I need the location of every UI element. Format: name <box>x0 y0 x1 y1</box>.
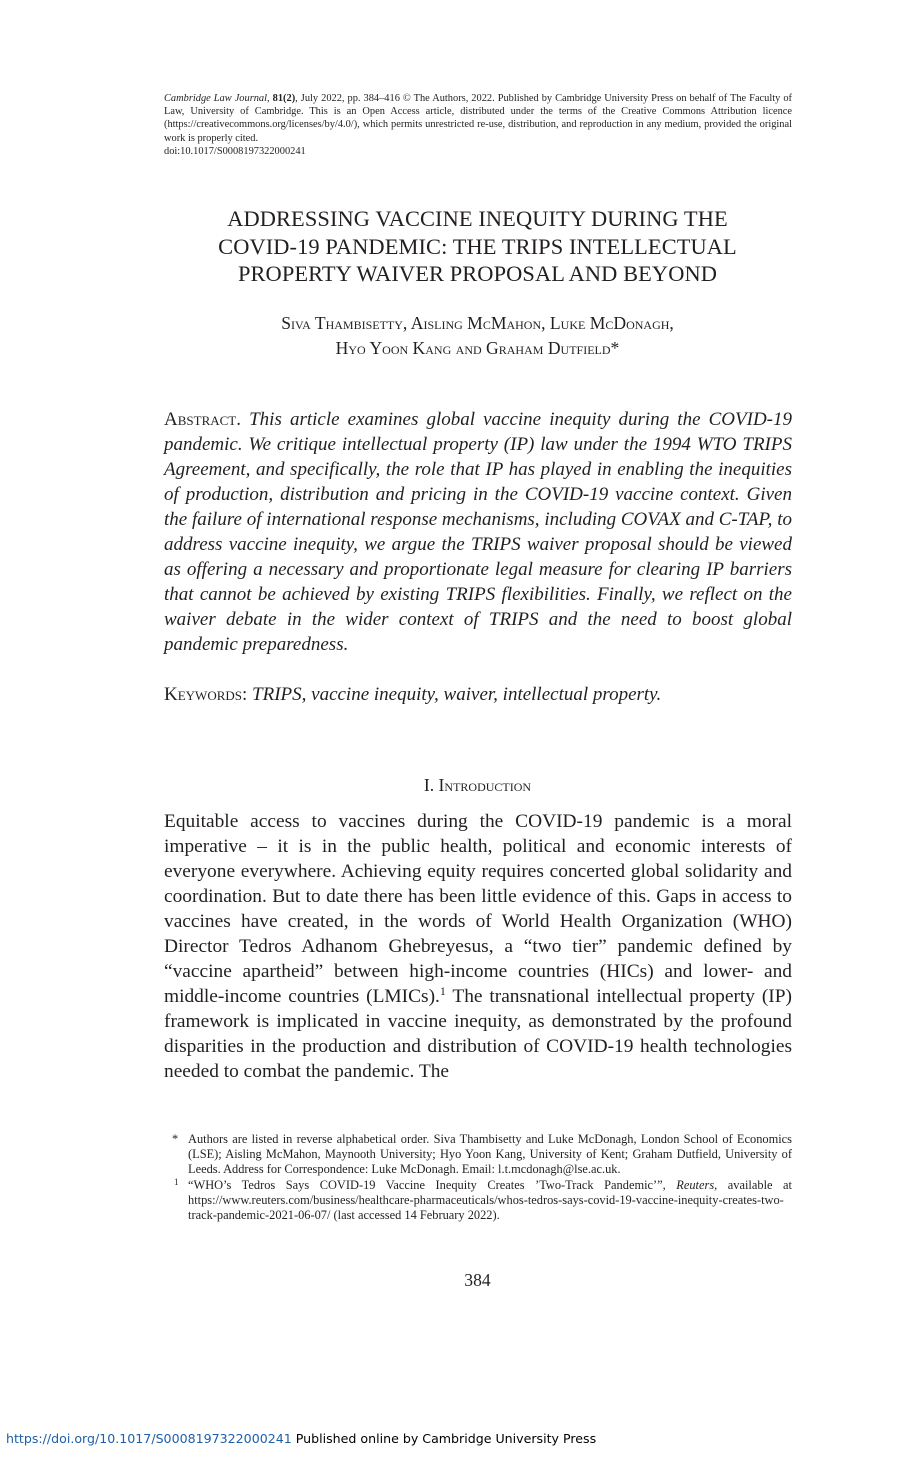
body-text: Equitable access to vaccines during the COVID-19 pandemic is a moral imperative – it is in the public health, political and economic interests of everyone everywhere. Achieving equity requires concerted global solidarity and coordination. But to date there has been little evidence of this. Gaps in access to vaccines have created, in the words of World Health Organization (WHO) Director Tedros Adhanom Ghebreyesus, a “two tier” pandemic defined by “vaccine apartheid” between high-income countries (HICs) and lower- and middle-income countries (LMICs). <box>164 811 792 1007</box>
article-title <box>150 205 805 288</box>
author-line: Siva Thambisetty, Aisling McMahon, Luke McDonagh, <box>281 313 674 333</box>
journal-name: Cambridge Law Journal <box>164 93 268 104</box>
abstract-label: Abstract. <box>164 409 241 430</box>
abstract-text: This article examines global vaccine inequity during the COVID-19 pandemic. We critique intellectual property (IP) law under the 1994 WTO TRIPS Agreement, and specifically, the role that IP has played in enabling the inequities of production, distribution and pricing in the COVID-19 vaccine context. Given the failure of international response mechanisms, including COVAX and C-TAP, to address vaccine inequity, we argue the TRIPS waiver proposal should be viewed as offering a necessary and proportionate legal measure for clearing IP barriers that cannot be achieved by existing TRIPS flexibilities. Finally, we reflect on the waiver debate in the wider context of TRIPS and the need to boost global pandemic preparedness. <box>164 409 793 655</box>
footnote-1 <box>164 1178 792 1224</box>
body-text: The transnational intellectual property (IP) framework is implicated in vaccine inequity, as demonstrated by the profound disparities in the production and distribution of COVID-19 health technologies needed to combat the pandemic. The <box>164 986 792 1082</box>
footnote-reference[interactable]: 1 <box>439 984 446 998</box>
footnote-mark: 1 <box>174 1176 179 1187</box>
article-doi: doi:10.1017/S0008197322000241 <box>164 145 306 157</box>
doi-link[interactable]: https://doi.org/10.1017/S0008197322000241 <box>6 1431 292 1446</box>
download-footer <box>6 1431 596 1446</box>
title-line: ADDRESSING VACCINE INEQUITY DURING THE <box>227 206 728 231</box>
page-number: 384 <box>464 1270 491 1290</box>
journal-volume: 81(2) <box>272 93 296 104</box>
footer-publisher-text: Published online by Cambridge University Press <box>291 1431 597 1446</box>
body-paragraph <box>164 809 792 1084</box>
footnotes <box>164 1132 792 1223</box>
author-list <box>150 311 805 361</box>
publication-details: , July 2022, pp. 384–416 © The Authors, 2022. Published by Cambridge University Press on behalf of The Faculty of Law, University of Cambridge. This is an Open Access article, distributed under the terms of the Creative Commons Attribution licence (https://creativecommons.org/licenses/by/4.0/), which permits unrestricted re-use, distribution, and reproduction in any medium, provided the original work is properly cited. <box>164 93 793 144</box>
footnote-text: , available at https://www.reuters.com/business/healthcare-pharmaceuticals/whos-tedros-says-covid-19-vaccine-inequity-creates-two-track-pandemic-2021-06-07/ (last accessed 14 February 2022). <box>188 1177 792 1223</box>
publication-info: Cambridge Law Journal, 81(2), July 2022, pp. 384–416 © The Authors, 2022. Published by Cambridge University Press on behalf of The Faculty of Law, University of Cambridge. This is an Open Access article, distributed under the terms of the Creative Commons Attribution licence (https://creativecommons.org/licenses/by/4.0/), which permits unrestricted re-use, distribution, and reproduction in any medium, provided the original work is properly cited. doi:10.1017/S0008197322000241 <box>164 93 793 157</box>
section-heading: I. Introduction <box>423 775 532 795</box>
keywords-text: TRIPS, vaccine inequity, waiver, intellectual property. <box>252 684 662 705</box>
footnote-authors <box>164 1132 792 1178</box>
footnote-source: Reuters <box>676 1177 715 1192</box>
footnote-mark: * <box>172 1132 179 1146</box>
title-line: PROPERTY WAIVER PROPOSAL AND BEYOND <box>237 261 718 286</box>
footnote-text: “WHO’s Tedros Says COVID-19 Vaccine Inequity Creates ’Two-Track Pandemic’”, <box>188 1177 677 1192</box>
title-line: COVID-19 PANDEMIC: THE TRIPS INTELLECTUAL <box>218 233 737 259</box>
keywords <box>164 682 792 707</box>
keywords-label: Keywords: <box>164 684 248 705</box>
author-line: Hyo Yoon Kang and Graham Dutfield* <box>335 338 620 358</box>
footnote-text: Authors are listed in reverse alphabetical order. Siva Thambisetty and Luke McDonagh, London School of Economics (LSE); Aisling McMahon, Maynooth University; Hyo Yoon Kang, University of Kent; Graham Dutfield, University of Leeds. Address for Correspondence: Luke McDonagh. Email: l.t.mcdonagh@lse.ac.uk. <box>188 1132 792 1177</box>
abstract <box>164 407 792 657</box>
